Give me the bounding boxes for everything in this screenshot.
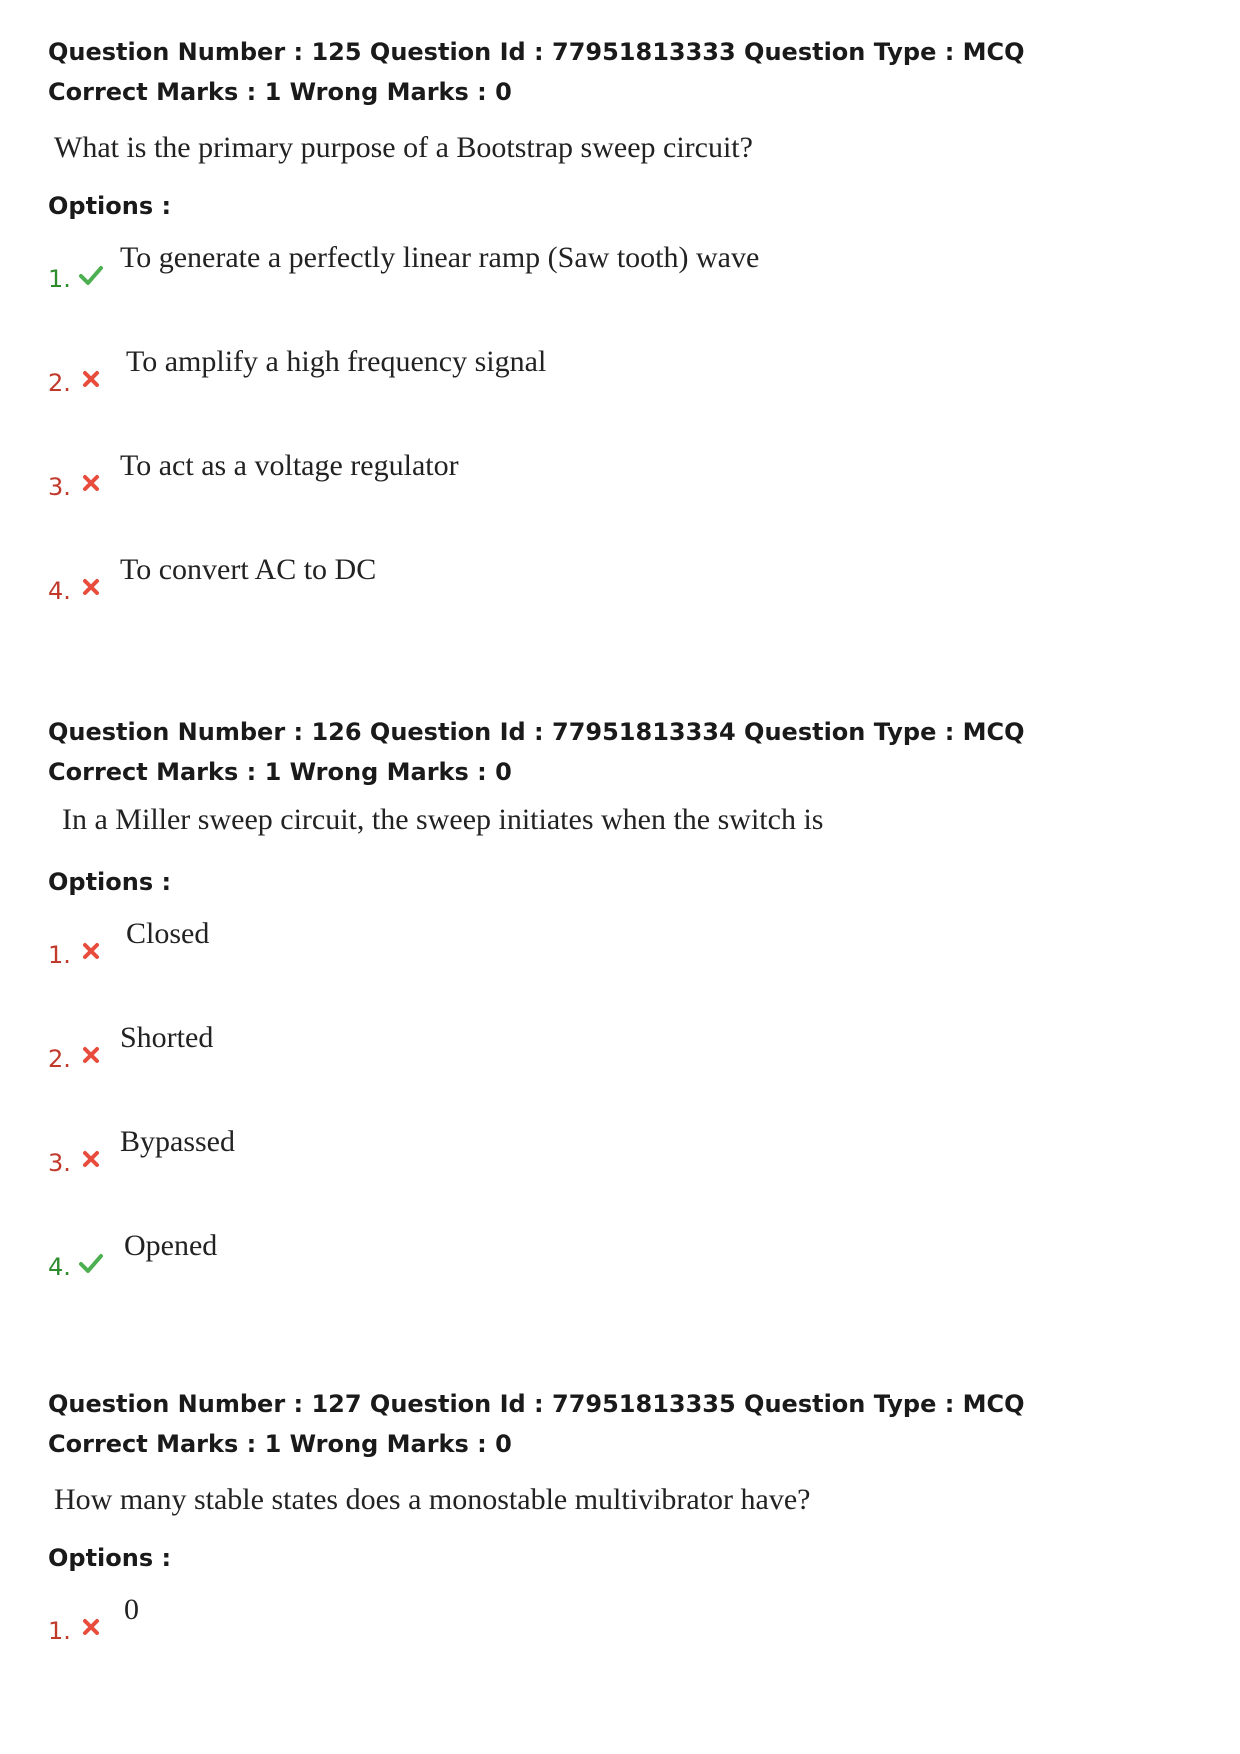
option-2 [48, 342, 1198, 446]
cross-icon [78, 470, 104, 496]
check-icon [78, 1250, 104, 1276]
question-block-126 [48, 712, 1198, 1330]
question-header: Question Number : 126 Question Id : 77951813334 Question Type : MCQ [48, 718, 1025, 746]
option-number: 1. [48, 265, 71, 293]
option-text: To generate a perfectly linear ramp (Saw tooth) wave [120, 241, 760, 274]
cross-icon [78, 366, 104, 392]
options-label: Options : [48, 192, 172, 220]
option-text: To convert AC to DC [120, 553, 377, 586]
option-3 [48, 446, 1198, 550]
option-number: 3. [48, 1149, 71, 1177]
option-4 [48, 550, 1198, 654]
option-1 [48, 1590, 1198, 1694]
cross-icon [78, 574, 104, 600]
option-text: Opened [124, 1229, 218, 1262]
cross-icon [78, 1614, 104, 1640]
options-label: Options : [48, 868, 172, 896]
check-icon [78, 262, 104, 288]
cross-icon [78, 938, 104, 964]
question-text: What is the primary purpose of a Bootstrap sweep circuit? [54, 131, 753, 164]
option-number: 1. [48, 1617, 71, 1645]
option-number: 1. [48, 941, 71, 969]
cross-icon [78, 1042, 104, 1068]
question-block-125 [48, 32, 1198, 654]
question-marks: Correct Marks : 1 Wrong Marks : 0 [48, 1430, 512, 1458]
option-text: To act as a voltage regulator [120, 449, 459, 482]
option-text: To amplify a high frequency signal [126, 345, 547, 378]
option-3 [48, 1122, 1198, 1226]
option-2 [48, 1018, 1198, 1122]
option-4 [48, 1226, 1198, 1330]
option-number: 4. [48, 577, 71, 605]
question-text: How many stable states does a monostable multivibrator have? [54, 1483, 811, 1516]
option-1 [48, 238, 1198, 342]
option-1 [48, 914, 1198, 1018]
option-number: 2. [48, 1045, 71, 1073]
question-header: Question Number : 125 Question Id : 77951813333 Question Type : MCQ [48, 38, 1025, 66]
option-number: 3. [48, 473, 71, 501]
question-header: Question Number : 127 Question Id : 77951813335 Question Type : MCQ [48, 1390, 1025, 1418]
cross-icon [78, 1146, 104, 1172]
question-marks: Correct Marks : 1 Wrong Marks : 0 [48, 78, 512, 106]
option-number: 4. [48, 1253, 71, 1281]
option-text: Shorted [120, 1021, 214, 1054]
question-block-127 [48, 1384, 1198, 1694]
option-text: Bypassed [120, 1125, 235, 1158]
question-marks: Correct Marks : 1 Wrong Marks : 0 [48, 758, 512, 786]
option-number: 2. [48, 369, 71, 397]
question-text: In a Miller sweep circuit, the sweep initiates when the switch is [62, 803, 824, 836]
option-text: Closed [126, 917, 210, 950]
options-label: Options : [48, 1544, 172, 1572]
option-text: 0 [124, 1593, 139, 1626]
